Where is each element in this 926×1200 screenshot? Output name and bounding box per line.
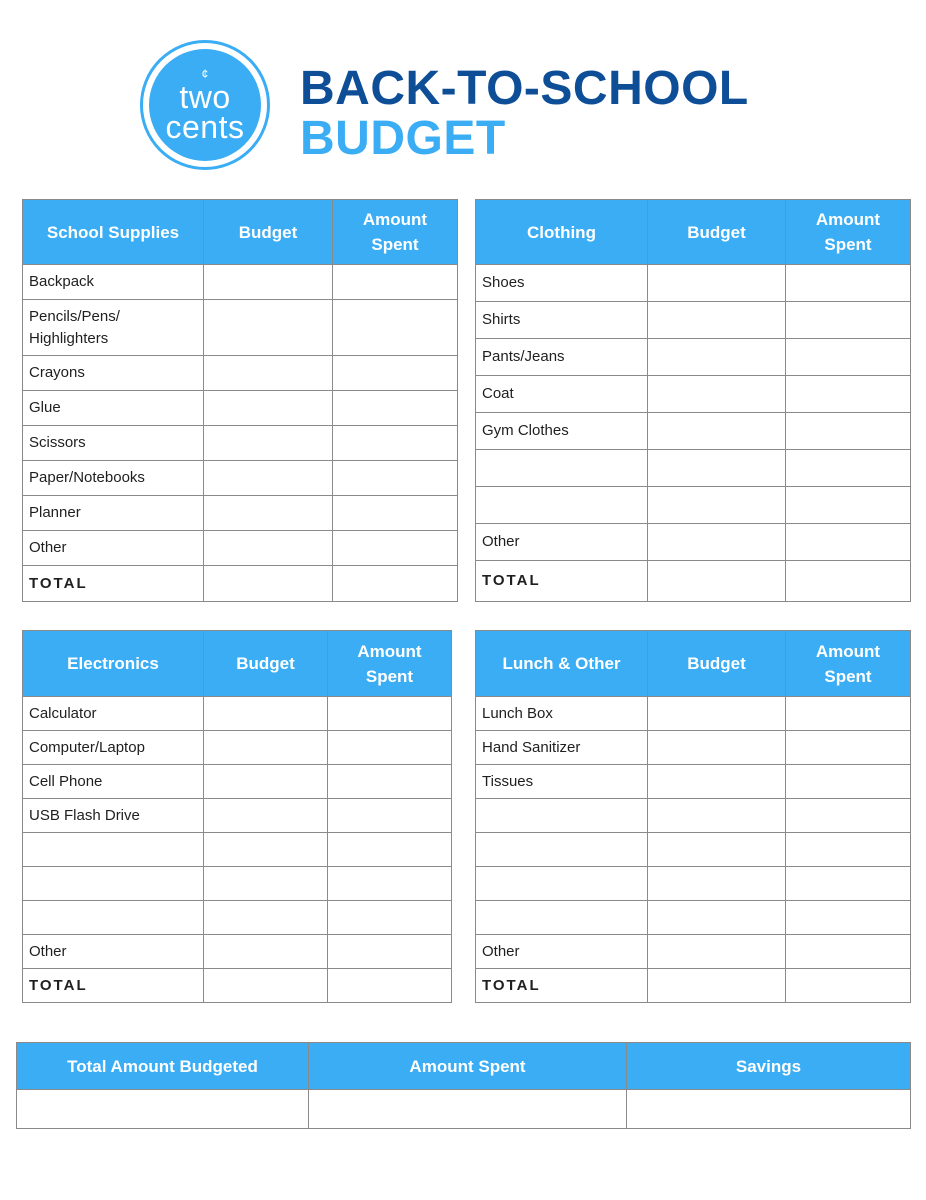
budget-total-cell[interactable] xyxy=(204,566,333,602)
amount-spent-cell[interactable] xyxy=(333,300,458,356)
column-header-category: School Supplies xyxy=(23,200,204,265)
table-row xyxy=(476,265,911,302)
table-header-row xyxy=(23,631,452,697)
row-label: Gym Clothes xyxy=(476,413,648,450)
table-row xyxy=(23,426,458,461)
total-row xyxy=(476,561,911,602)
table-row xyxy=(23,765,452,799)
budget-cell[interactable] xyxy=(204,265,333,300)
table-row xyxy=(476,833,911,867)
amount-spent-cell[interactable] xyxy=(333,426,458,461)
column-header-budget: Budget xyxy=(204,200,333,265)
budget-cell[interactable] xyxy=(204,867,328,901)
column-header-category: Clothing xyxy=(476,200,648,265)
amount-spent-cell[interactable] xyxy=(786,901,911,935)
amount-spent-cell[interactable] xyxy=(333,265,458,300)
table-header-row xyxy=(23,200,458,265)
table-row xyxy=(23,265,458,300)
table-row xyxy=(23,461,458,496)
summary-table xyxy=(16,1042,911,1129)
total-row xyxy=(476,969,911,1003)
total-label: TOTAL xyxy=(476,969,648,1003)
budget-cell[interactable] xyxy=(204,765,328,799)
budget-cell[interactable] xyxy=(648,450,786,487)
total-label: TOTAL xyxy=(23,566,204,602)
total-row xyxy=(23,969,452,1003)
row-label[interactable] xyxy=(23,867,204,901)
amount-spent-cell[interactable] xyxy=(786,265,911,302)
budget-cell[interactable] xyxy=(648,413,786,450)
budget-cell[interactable] xyxy=(648,901,786,935)
amount-spent-cell[interactable] xyxy=(328,697,452,731)
row-label: Paper/Notebooks xyxy=(23,461,204,496)
amount-spent-total-cell[interactable] xyxy=(786,969,911,1003)
logo-word-two: two xyxy=(179,79,231,115)
row-label: Other xyxy=(23,531,204,566)
budget-cell[interactable] xyxy=(204,833,328,867)
budget-total-cell[interactable] xyxy=(648,561,786,602)
column-header-total-amount-budgeted: Total Amount Budgeted xyxy=(17,1043,309,1090)
amount-spent-cell[interactable] xyxy=(333,531,458,566)
column-header-budget: Budget xyxy=(648,200,786,265)
budget-cell[interactable] xyxy=(204,799,328,833)
row-label[interactable] xyxy=(23,833,204,867)
amount-spent-cell[interactable] xyxy=(786,487,911,524)
row-label: Hand Sanitizer xyxy=(476,731,648,765)
row-label[interactable] xyxy=(476,487,648,524)
budget-cell[interactable] xyxy=(648,524,786,561)
budget-cell[interactable] xyxy=(204,426,333,461)
total-label: TOTAL xyxy=(23,969,204,1003)
amount-spent-cell[interactable] xyxy=(786,935,911,969)
total-amount-budgeted-cell[interactable] xyxy=(17,1090,309,1129)
amount-spent-cell[interactable] xyxy=(786,450,911,487)
budget-cell[interactable] xyxy=(648,799,786,833)
amount-spent-cell[interactable] xyxy=(328,833,452,867)
budget-cell[interactable] xyxy=(204,356,333,391)
row-label: Shoes xyxy=(476,265,648,302)
page-title-line2: BUDGET xyxy=(300,112,506,165)
row-label: Other xyxy=(476,935,648,969)
school-supplies-table xyxy=(22,199,458,602)
table-header-row xyxy=(476,631,911,697)
table-row xyxy=(476,413,911,450)
column-header-amount-spent: Amount Spent xyxy=(786,631,911,697)
table-row xyxy=(476,765,911,799)
row-label: Tissues xyxy=(476,765,648,799)
row-label: Shirts xyxy=(476,302,648,339)
table-row xyxy=(476,524,911,561)
table-row xyxy=(476,376,911,413)
row-label: Calculator xyxy=(23,697,204,731)
budget-cell[interactable] xyxy=(648,487,786,524)
budget-cell[interactable] xyxy=(648,265,786,302)
total-row xyxy=(23,566,458,602)
table-row xyxy=(23,799,452,833)
amount-spent-cell[interactable] xyxy=(333,461,458,496)
row-label[interactable] xyxy=(476,833,648,867)
row-label: Backpack xyxy=(23,265,204,300)
budget-cell[interactable] xyxy=(204,697,328,731)
row-label: Crayons xyxy=(23,356,204,391)
budget-cell[interactable] xyxy=(204,496,333,531)
amount-spent-cell[interactable] xyxy=(786,524,911,561)
row-label[interactable] xyxy=(476,799,648,833)
budget-cell[interactable] xyxy=(648,731,786,765)
row-label[interactable] xyxy=(476,450,648,487)
budget-total-cell[interactable] xyxy=(204,969,328,1003)
table-row xyxy=(476,799,911,833)
budget-cell[interactable] xyxy=(204,901,328,935)
table-header-row xyxy=(476,200,911,265)
row-label: USB Flash Drive xyxy=(23,799,204,833)
row-label: Computer/Laptop xyxy=(23,731,204,765)
electronics-table xyxy=(22,630,452,1003)
budget-cell[interactable] xyxy=(204,461,333,496)
row-label: Lunch Box xyxy=(476,697,648,731)
amount-spent-cell[interactable] xyxy=(786,867,911,901)
column-header-savings: Savings xyxy=(627,1043,911,1090)
row-label: Other xyxy=(23,935,204,969)
page-title-line1: BACK-TO-SCHOOL xyxy=(300,62,749,115)
table-row xyxy=(476,697,911,731)
logo-word-cents: cents xyxy=(165,109,245,145)
column-header-budget: Budget xyxy=(648,631,786,697)
table-row xyxy=(23,531,458,566)
amount-spent-cell[interactable] xyxy=(786,765,911,799)
table-row xyxy=(23,356,458,391)
column-header-category: Electronics xyxy=(23,631,204,697)
column-header-amount-spent: Amount Spent xyxy=(328,631,452,697)
row-label: Cell Phone xyxy=(23,765,204,799)
row-label: Scissors xyxy=(23,426,204,461)
lunch-other-table xyxy=(475,630,911,1003)
two-cents-logo xyxy=(140,40,270,170)
amount-spent-cell[interactable] xyxy=(786,731,911,765)
table-row xyxy=(23,901,452,935)
table-row xyxy=(23,867,452,901)
table-row xyxy=(476,731,911,765)
table-row xyxy=(476,901,911,935)
table-row xyxy=(23,697,452,731)
amount-spent-cell[interactable] xyxy=(786,302,911,339)
amount-spent-cell[interactable] xyxy=(328,901,452,935)
row-label[interactable] xyxy=(476,867,648,901)
amount-spent-cell[interactable] xyxy=(786,376,911,413)
table-row xyxy=(476,339,911,376)
amount-spent-total-cell[interactable] xyxy=(328,969,452,1003)
table-row xyxy=(23,731,452,765)
table-row xyxy=(476,487,911,524)
table-row xyxy=(23,833,452,867)
row-label: Planner xyxy=(23,496,204,531)
savings-cell[interactable] xyxy=(627,1090,911,1129)
amount-spent-cell[interactable] xyxy=(786,833,911,867)
amount-spent-cell[interactable] xyxy=(328,731,452,765)
column-header-amount-spent: Amount Spent xyxy=(333,200,458,265)
clothing-table xyxy=(475,199,911,602)
amount-spent-total-cell[interactable] xyxy=(786,561,911,602)
table-row xyxy=(476,302,911,339)
row-label: Glue xyxy=(23,391,204,426)
summary-row xyxy=(17,1090,911,1129)
column-header-category: Lunch & Other xyxy=(476,631,648,697)
amount-spent-cell[interactable] xyxy=(786,799,911,833)
table-header-row xyxy=(17,1043,911,1090)
table-row xyxy=(476,450,911,487)
budget-total-cell[interactable] xyxy=(648,969,786,1003)
budget-cell[interactable] xyxy=(648,376,786,413)
row-label[interactable] xyxy=(476,901,648,935)
budget-cell[interactable] xyxy=(648,697,786,731)
amount-spent-cell[interactable] xyxy=(786,413,911,450)
amount-spent-cell[interactable] xyxy=(333,496,458,531)
column-header-budget: Budget xyxy=(204,631,328,697)
amount-spent-total-cell[interactable] xyxy=(333,566,458,602)
row-label: Pencils/Pens/ Highlighters xyxy=(23,300,204,356)
column-header-amount-spent: Amount Spent xyxy=(786,200,911,265)
budget-cell[interactable] xyxy=(204,935,328,969)
budget-cell[interactable] xyxy=(204,300,333,356)
budget-cell[interactable] xyxy=(204,731,328,765)
budget-cell[interactable] xyxy=(204,391,333,426)
budget-cell[interactable] xyxy=(648,935,786,969)
table-row xyxy=(23,496,458,531)
row-label: Other xyxy=(476,524,648,561)
budget-cell[interactable] xyxy=(648,867,786,901)
table-row xyxy=(23,300,458,356)
amount-spent-cell[interactable] xyxy=(786,339,911,376)
budget-cell[interactable] xyxy=(648,833,786,867)
amount-spent-cell[interactable] xyxy=(328,935,452,969)
amount-spent-cell[interactable] xyxy=(333,356,458,391)
budget-cell[interactable] xyxy=(648,765,786,799)
table-row xyxy=(476,867,911,901)
amount-spent-cell[interactable] xyxy=(328,867,452,901)
row-label: Pants/Jeans xyxy=(476,339,648,376)
amount-spent-cell[interactable] xyxy=(328,765,452,799)
budget-cell[interactable] xyxy=(648,339,786,376)
table-row xyxy=(23,935,452,969)
row-label: Coat xyxy=(476,376,648,413)
budget-cell[interactable] xyxy=(648,302,786,339)
cent-icon: ¢ xyxy=(201,67,209,81)
table-row xyxy=(23,391,458,426)
amount-spent-cell[interactable] xyxy=(786,697,911,731)
logo-circle xyxy=(149,49,261,161)
row-label[interactable] xyxy=(23,901,204,935)
column-header-amount-spent: Amount Spent xyxy=(309,1043,627,1090)
amount-spent-cell[interactable] xyxy=(328,799,452,833)
table-row xyxy=(476,935,911,969)
budget-cell[interactable] xyxy=(204,531,333,566)
amount-spent-cell[interactable] xyxy=(309,1090,627,1129)
total-label: TOTAL xyxy=(476,561,648,602)
amount-spent-cell[interactable] xyxy=(333,391,458,426)
